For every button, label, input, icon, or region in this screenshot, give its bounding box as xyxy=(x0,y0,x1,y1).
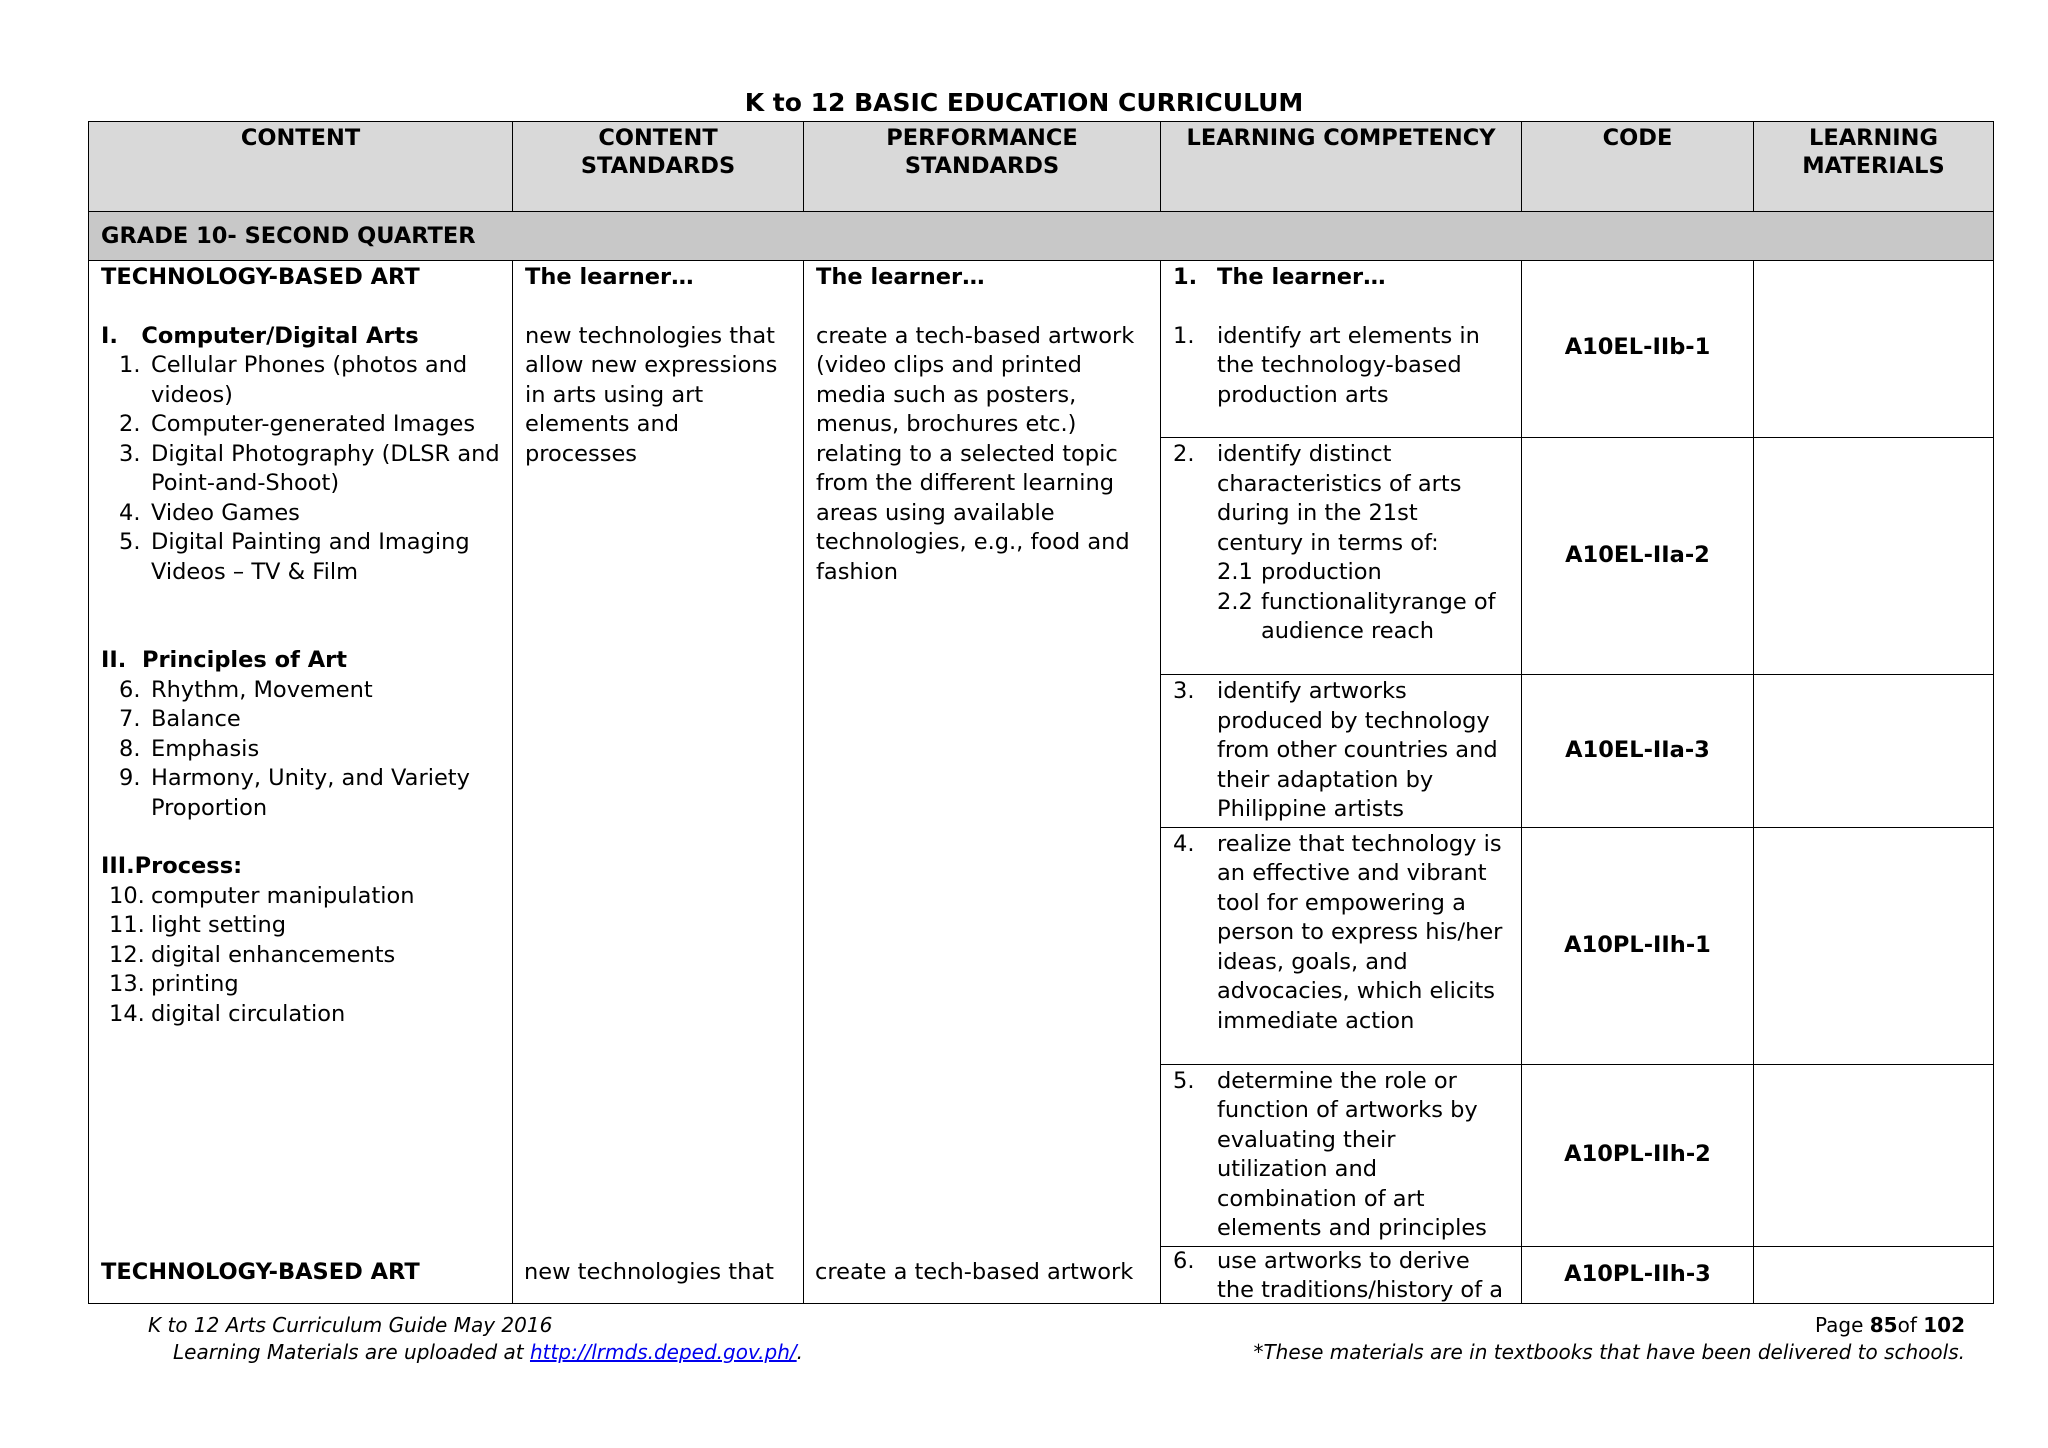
code-cell: A10PL-IIh-3 xyxy=(1522,1246,1754,1303)
header-code: CODE xyxy=(1522,122,1754,212)
learning-materials-cell xyxy=(1754,1246,1994,1303)
list-item: 11. light setting xyxy=(109,912,287,938)
competency-cell xyxy=(1161,827,1522,1064)
list-item: 4. Video Games xyxy=(119,499,300,526)
table-row xyxy=(89,261,1994,438)
list-item: videos) xyxy=(151,381,233,408)
competency-item: 1. identify art elements in the technology-based production arts xyxy=(1173,322,1480,408)
performance-standards-text: create a tech-based artwork (video clips and printed media such as posters, menus, brochures etc.) relating to a selected topic from the different learning areas using available technologies, e.g., food and fashion xyxy=(816,322,1135,585)
list-item: 8. Emphasis xyxy=(119,735,260,762)
list-item: 10. computer manipulation xyxy=(109,882,415,909)
list-item: Point-and-Shoot) xyxy=(151,470,340,496)
content-standards-text: new technologies that allow new expressions in arts using art elements and processes xyxy=(525,322,778,467)
competency-item: 5. determine the role or function of artworks by evaluating their utilization and combination of art elements and principles xyxy=(1173,1067,1487,1241)
competency-item: 4. realize that technology is an effective and vibrant tool for empowering a person to express his/her ideas, goals, and advocacies, which elicits immediate action xyxy=(1173,830,1503,1034)
list-item: Proportion xyxy=(151,794,268,821)
lrmds-link[interactable]: http://lrmds.deped.gov.ph/ xyxy=(529,1340,797,1364)
content-section-heading: II. Principles of Art xyxy=(101,647,347,673)
header-row xyxy=(89,122,1994,212)
code-cell: A10EL-IIa-3 xyxy=(1522,675,1754,828)
list-item: 3. Digital Photography (DLSR and xyxy=(119,440,500,467)
list-item: 7. Balance xyxy=(119,706,241,732)
code-cell: A10PL-IIh-1 xyxy=(1522,827,1754,1064)
list-item: 6. Rhythm, Movement xyxy=(119,676,373,703)
list-item: Videos – TV & Film xyxy=(151,558,359,585)
footer-guide: K to 12 Arts Curriculum Guide May 2016 xyxy=(148,1313,553,1337)
header-content: CONTENT xyxy=(89,122,513,212)
code-cell: A10EL-IIa-2 xyxy=(1522,438,1754,675)
list-item: 5. Digital Painting and Imaging xyxy=(119,529,470,555)
competency-subitem: 2.2 functionalityrange of audience reach xyxy=(1217,588,1496,644)
competency-cell xyxy=(1161,438,1522,675)
competency-cell xyxy=(1161,1064,1522,1246)
competency-item: 6. use artworks to derive the traditions/history of a xyxy=(1173,1247,1504,1303)
competency-subitem: 2.1 production xyxy=(1217,559,1382,585)
content-heading: TECHNOLOGY-BASED ART xyxy=(101,264,420,290)
header-performance-standards: PERFORMANCE STANDARDS xyxy=(804,122,1161,212)
last-row-performance-standards: create a tech-based artwork xyxy=(815,1259,1134,1285)
header-learning-competency: LEARNING COMPETENCY xyxy=(1161,122,1522,212)
list-item: 13. printing xyxy=(109,971,239,997)
code-cell: A10EL-IIb-1 xyxy=(1522,261,1754,438)
header-learning-materials: LEARNING MATERIALS xyxy=(1754,122,1994,212)
learning-materials-cell xyxy=(1754,261,1994,438)
page-number: Page 85of 102 xyxy=(1814,1313,1965,1337)
learning-materials-cell xyxy=(1754,675,1994,828)
competency-lead: 1. The learner… xyxy=(1173,264,1386,290)
quarter-row xyxy=(89,212,1994,261)
list-item: 1. Cellular Phones (photos and xyxy=(119,352,468,378)
competency-cell xyxy=(1161,261,1522,438)
list-item: 14. digital circulation xyxy=(109,1000,346,1027)
last-row-content: TECHNOLOGY-BASED ART xyxy=(101,1259,420,1285)
list-item: 9. Harmony, Unity, and Variety xyxy=(119,765,470,791)
content-list xyxy=(101,882,500,1030)
code-cell: A10PL-IIh-2 xyxy=(1522,1064,1754,1246)
list-item: 12. digital enhancements xyxy=(109,941,396,968)
last-row-content-standards: new technologies that xyxy=(524,1259,774,1285)
competency-item: 3. identify artworks produced by technology from other countries and their adaptation by Philippine artists xyxy=(1173,678,1498,822)
content-section-heading: I. Computer/Digital Arts xyxy=(101,322,419,349)
header-content-standards: CONTENT STANDARDS xyxy=(513,122,804,212)
footer-textbook-note: *These materials are in textbooks that have been delivered to schools. xyxy=(1253,1340,1965,1364)
content-standards-lead: The learner… xyxy=(525,264,694,290)
content-cell xyxy=(89,261,513,1304)
performance-standards-lead: The learner… xyxy=(816,264,985,290)
competency-item: 2. identify distinct characteristics of arts during in the 21st century in terms of: 2.1 production 2.2 functionalityrange of audience reach xyxy=(1173,440,1509,647)
learning-materials-cell xyxy=(1754,1064,1994,1246)
performance-standards-cell xyxy=(804,261,1161,1304)
content-standards-cell xyxy=(513,261,804,1304)
learning-materials-cell xyxy=(1754,438,1994,675)
competency-cell xyxy=(1161,1246,1522,1303)
quarter-label: GRADE 10- SECOND QUARTER xyxy=(89,212,1994,261)
content-section-heading: III.Process: xyxy=(101,853,243,879)
footer-upload-note: Learning Materials are uploaded at http://lrmds.deped.gov.ph/. xyxy=(173,1340,804,1364)
content-list xyxy=(101,676,500,824)
list-item: 2. Computer-generated Images xyxy=(119,411,476,437)
document-title: K to 12 BASIC EDUCATION CURRICULUM xyxy=(744,88,1304,117)
competency-cell xyxy=(1161,675,1522,828)
curriculum-table xyxy=(88,121,1994,1304)
content-list xyxy=(101,351,500,587)
learning-materials-cell xyxy=(1754,827,1994,1064)
